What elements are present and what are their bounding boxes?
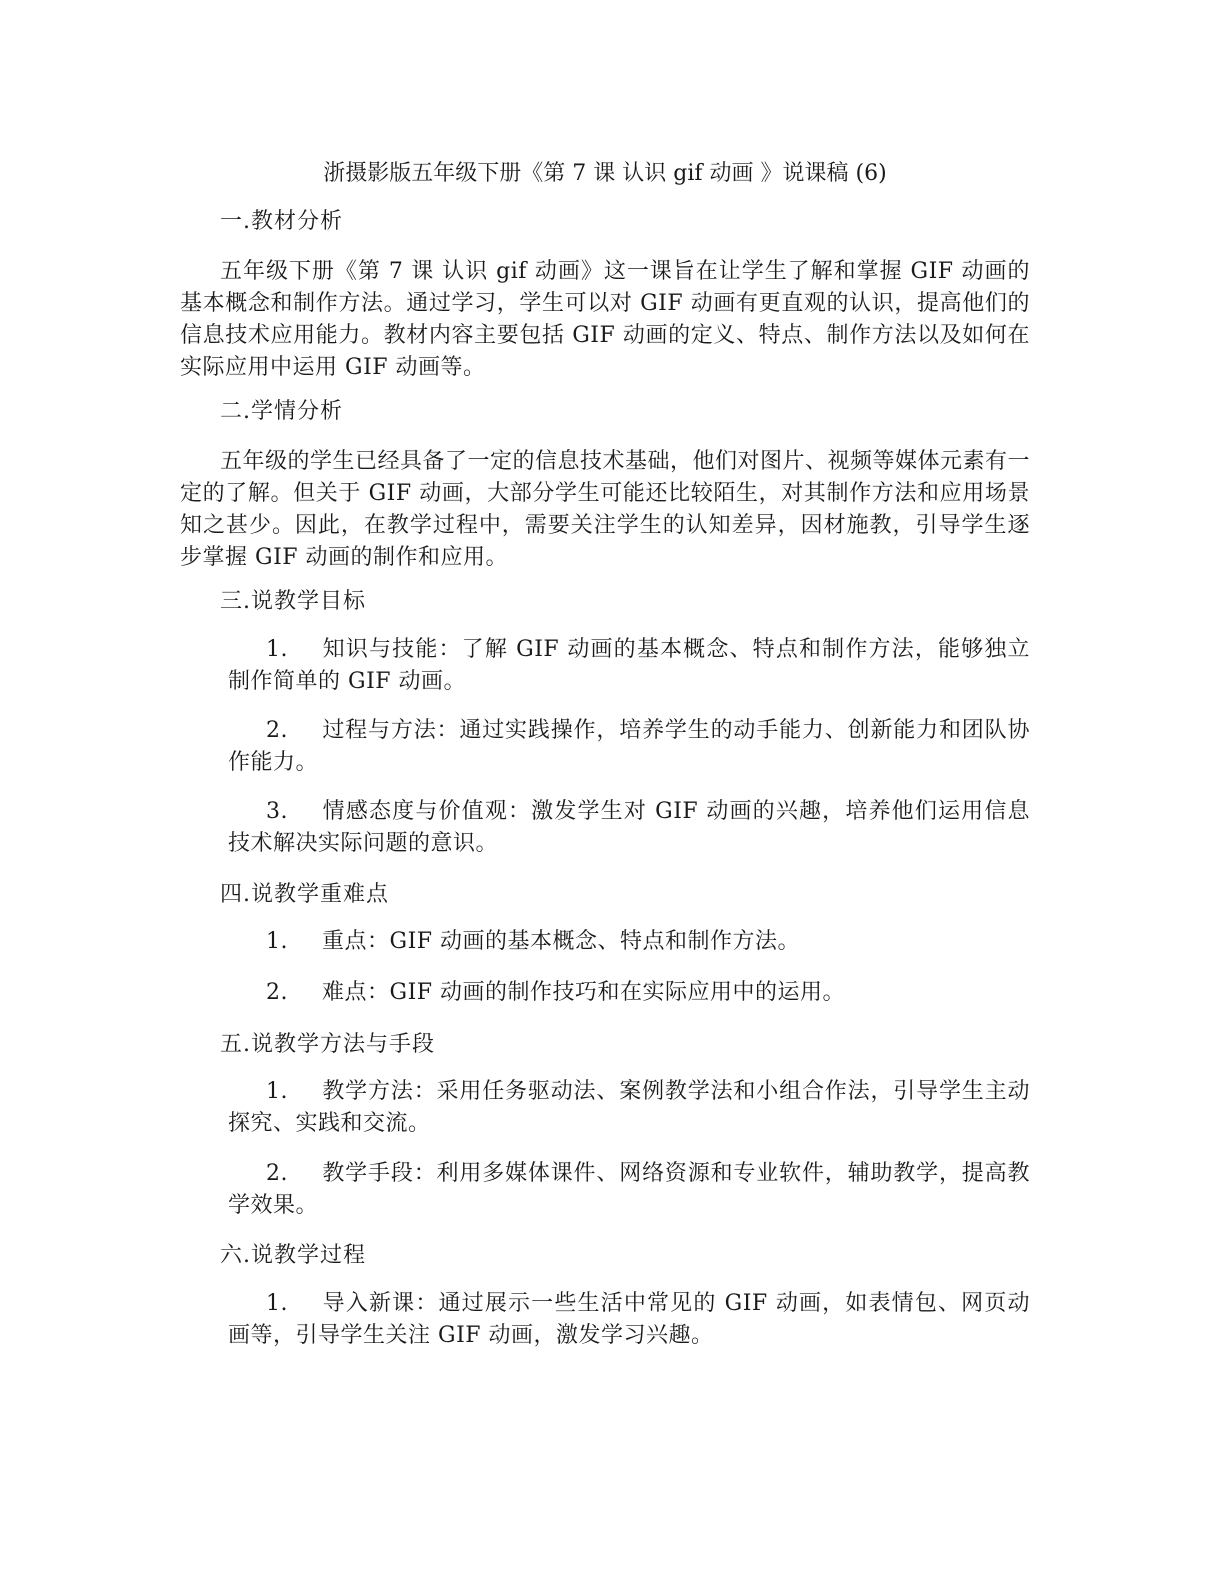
list-item-text: 教学手段：利用多媒体课件、网络资源和专业软件，辅助教学，提高教学效果。 (228, 1161, 1030, 1218)
section-heading-teaching-goals: 三.说教学目标 (220, 589, 366, 614)
list-item-text: 难点：GIF 动画的制作技巧和在实际应用中的运用。 (322, 980, 846, 1005)
list-item-number: 1. (266, 1079, 288, 1104)
document-title: 浙摄影版五年级下册《第 7 课 认识 gif 动画 》说课稿 (6) (323, 161, 887, 186)
list-item (228, 1076, 1030, 1140)
section-paragraph-student-analysis: 五年级的学生已经具备了一定的信息技术基础，他们对图片、视频等媒体元素有一定的了解。但关于 GIF 动画，大部分学生可能还比较陌生，对其制作方法和应用场景知之甚少。因此，在教学过程中，需要关注学生的认知差异，因材施教，引导学生逐步掌握 GIF 动画的制作和应用。 (180, 449, 1031, 570)
list-item (228, 796, 1030, 860)
list-item-text: 教学方法：采用任务驱动法、案例教学法和小组合作法，引导学生主动探究、实践和交流。 (228, 1079, 1030, 1136)
list-item (228, 977, 1030, 1009)
list-item-number: 1. (266, 637, 288, 662)
list-item (228, 715, 1030, 779)
list-item-number: 2. (266, 980, 288, 1005)
list-item (228, 1158, 1030, 1222)
list-item-text: 导入新课：通过展示一些生活中常见的 GIF 动画，如表情包、网页动画等，引导学生关注 GIF 动画，激发学习兴趣。 (228, 1291, 1030, 1348)
list-item (228, 926, 1030, 958)
list-item (228, 634, 1030, 698)
list-item-text: 重点：GIF 动画的基本概念、特点和制作方法。 (322, 929, 801, 954)
list-item-number: 2. (266, 718, 288, 743)
list-item-number: 1. (266, 929, 288, 954)
list-item (228, 1288, 1030, 1352)
section-paragraph-textbook-analysis: 五年级下册《第 7 课 认识 gif 动画》这一课旨在让学生了解和掌握 GIF 动画的基本概念和制作方法。通过学习，学生可以对 GIF 动画有更直观的认识，提高他们的信息技术应用能力。教材内容主要包括 GIF 动画的定义、特点、制作方法以及如何在实际应用中运用 GIF 动画等。 (180, 259, 1030, 380)
list-item-text: 知识与技能：了解 GIF 动画的基本概念、特点和制作方法，能够独立制作简单的 GIF 动画。 (228, 637, 1030, 694)
section-heading-teaching-methods: 五.说教学方法与手段 (220, 1032, 435, 1057)
list-item-text: 过程与方法：通过实践操作，培养学生的动手能力、创新能力和团队协作能力。 (228, 718, 1030, 775)
list-item-number: 3. (266, 799, 288, 824)
section-heading-textbook-analysis: 一.教材分析 (220, 209, 343, 234)
section-heading-teaching-process: 六.说教学过程 (220, 1243, 366, 1268)
section-heading-key-points: 四.说教学重难点 (220, 882, 389, 907)
list-item-text: 情感态度与价值观：激发学生对 GIF 动画的兴趣，培养他们运用信息技术解决实际问题的意识。 (228, 799, 1030, 856)
list-item-number: 1. (266, 1291, 288, 1316)
list-item-number: 2. (266, 1161, 288, 1186)
section-heading-student-analysis: 二.学情分析 (220, 399, 343, 424)
